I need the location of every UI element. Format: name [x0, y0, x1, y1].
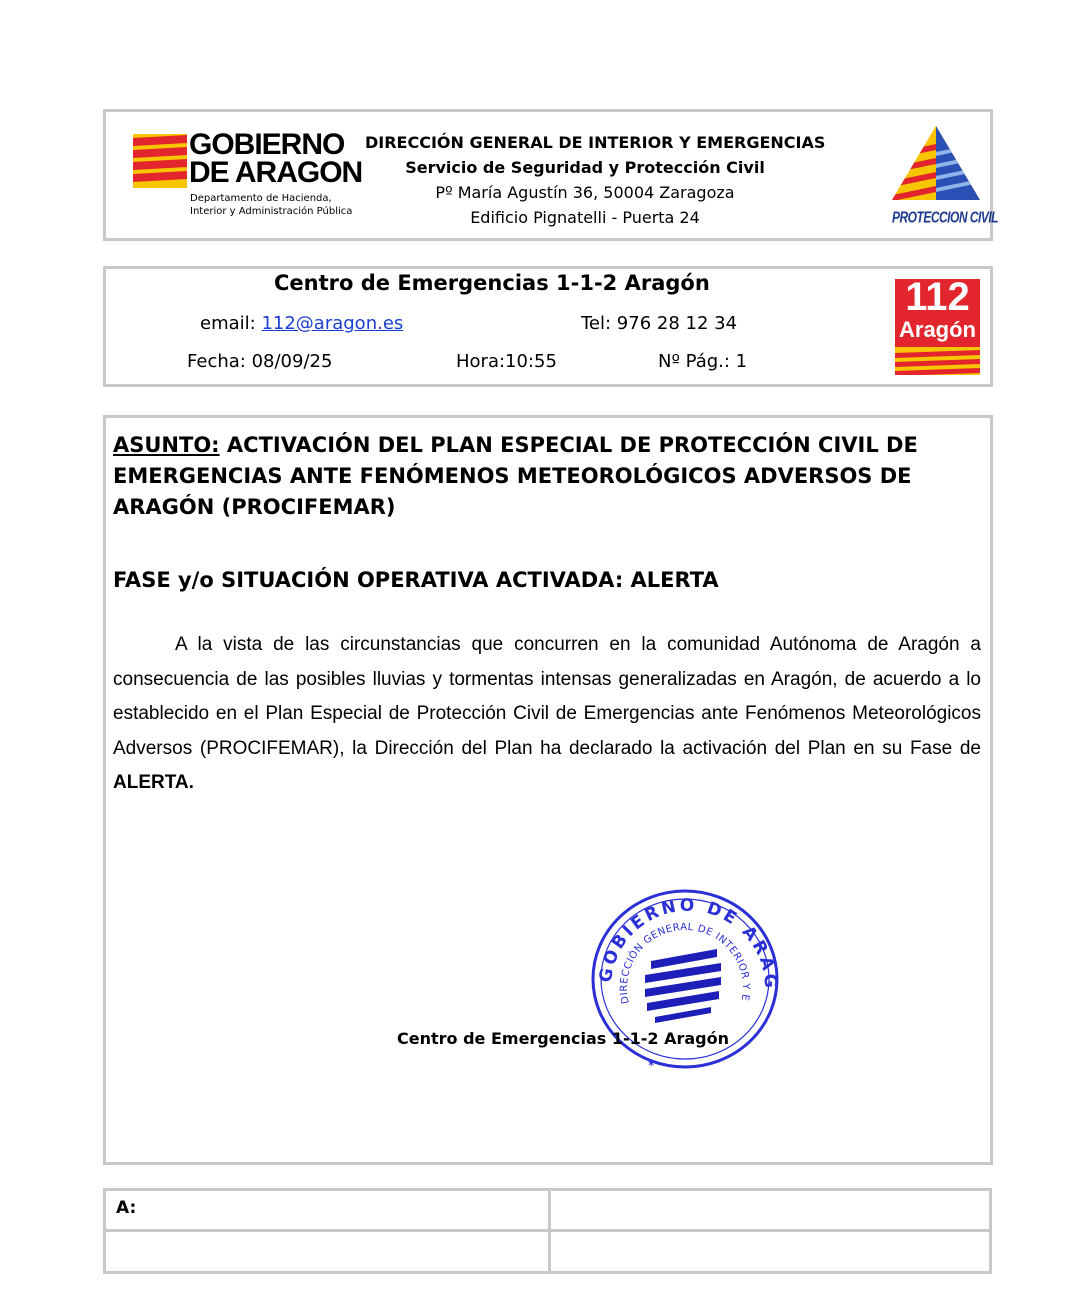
body-bold-alert: ALERTA. [113, 772, 194, 793]
email-line [200, 313, 403, 334]
aragon-flag-icon [133, 134, 187, 188]
email-link[interactable]: 112@aragon.es [261, 313, 404, 334]
logo-112-number: 112 [905, 275, 970, 319]
gov-logo-dept-line2: Interior y Administración Pública [190, 206, 353, 217]
telephone: Tel: 976 28 12 34 [581, 313, 738, 334]
pc-logo-text: PROTECCION CIVIL [892, 208, 999, 227]
operative-phase: FASE y/o SITUACIÓN OPERATIVA ACTIVADA: ALERTA [113, 568, 719, 592]
logo-112-aragon [895, 275, 980, 375]
center-title: Centro de Emergencias 1-1-2 Aragón [274, 271, 710, 295]
gov-logo-line1: GOBIERNO [189, 128, 345, 161]
gov-logo-dept-line1: Departamento de Hacienda, [190, 193, 332, 204]
logo-112-region: Aragón [899, 317, 976, 342]
signature-line: Centro de Emergencias 1-1-2 Aragón [397, 1029, 730, 1048]
aragon-stripes-icon [895, 347, 980, 375]
body-text: A la vista de las circunstancias que concurren en la comunidad Autónoma de Aragón a consecuencia de las posibles lluvias y tormentas intensas generalizadas en Aragón, de acuerdo a lo establecido en el Plan Especial de Protección Civil de Emergencias ante Fenómenos Meteorológicos Adversos (PROCIFEMAR), la Dirección del Plan ha declarado la activación del Plan en su Fase de [113, 634, 981, 759]
subject-label: ASUNTO: [113, 433, 220, 457]
address: Pº María Agustín 36, 50004 Zaragoza [435, 183, 735, 202]
date: Fecha: 08/09/25 [187, 351, 333, 372]
stamp-inner-text: DIRECCIÓN GENERAL DE INTERIOR Y E [618, 921, 752, 1005]
body-paragraph [113, 628, 981, 801]
service-title: Servicio de Seguridad y Protección Civil [405, 158, 765, 177]
stamp-outer-text: GOBIERNO DE ARAG [595, 895, 781, 992]
building: Edificio Pignatelli - Puerta 24 [470, 208, 700, 227]
email-label: email: [200, 313, 262, 334]
time: Hora:10:55 [456, 351, 557, 372]
recipients-a-label: A: [116, 1198, 137, 1218]
gobierno-aragon-logo [133, 128, 373, 224]
stamp-emblem-icon [645, 949, 721, 1023]
subject-text: ACTIVACIÓN DEL PLAN ESPECIAL DE PROTECCIÓN CIVIL DE EMERGENCIAS ANTE FENÓMENOS METEOROLÓGICOS ADVERSOS DE ARAGÓN (PROCIFEMAR) [113, 433, 918, 519]
proteccion-civil-triangle-icon [888, 124, 984, 204]
proteccion-civil-logo [888, 124, 999, 232]
recipients-table [103, 1188, 992, 1274]
subject [113, 430, 973, 523]
page-number: Nº Pág.: 1 [658, 351, 748, 372]
direction-title: DIRECCIÓN GENERAL DE INTERIOR Y EMERGENCIAS [365, 133, 826, 152]
svg-text:✶: ✶ [647, 1059, 656, 1070]
gov-logo-line2: DE ARAGON [189, 156, 363, 189]
